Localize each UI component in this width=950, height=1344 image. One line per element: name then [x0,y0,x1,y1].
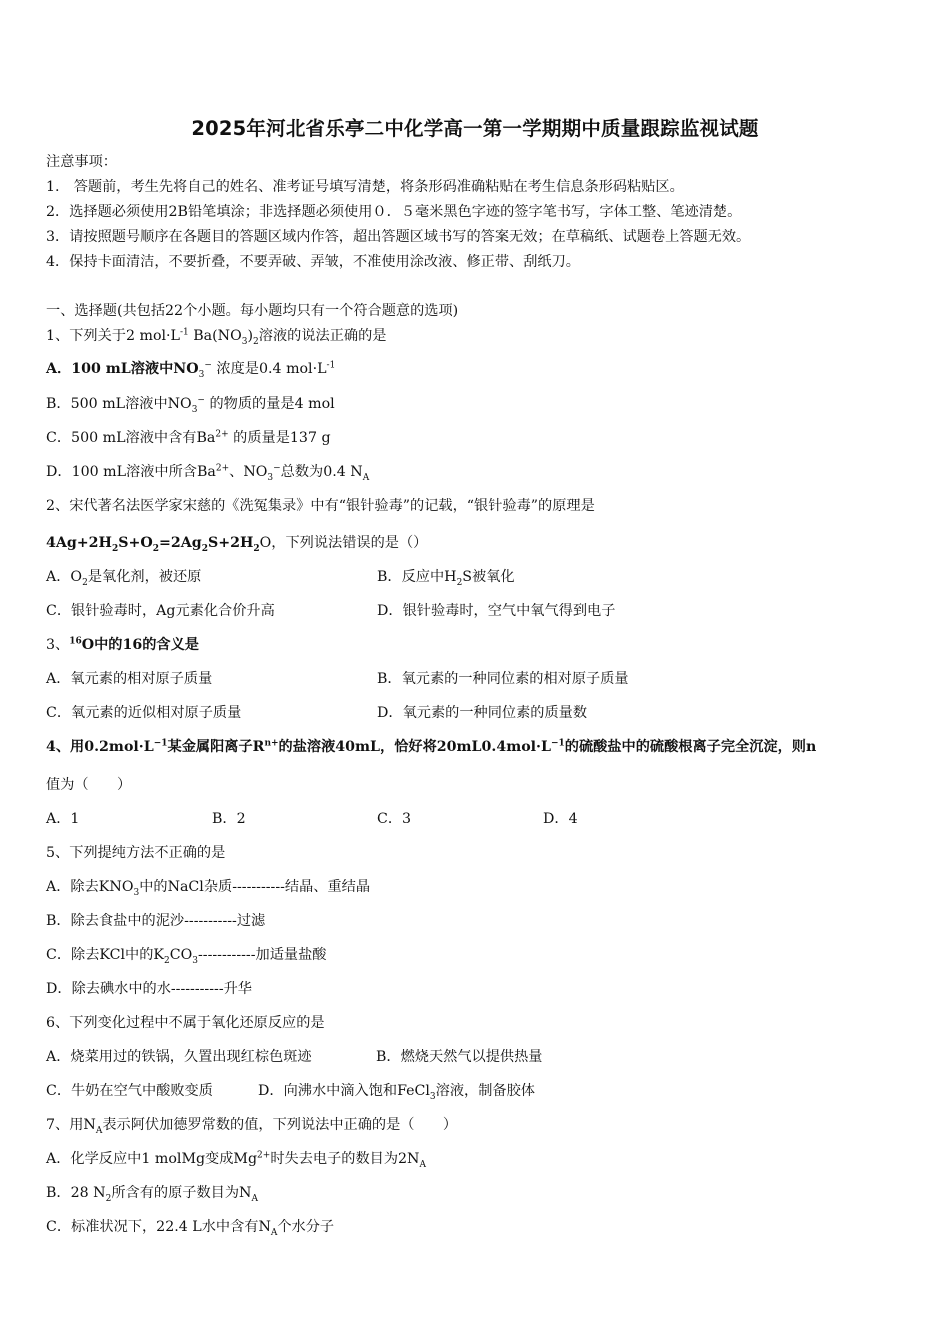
question-4-option-b: B．2 [212,811,246,827]
question-2-stem: 2、宋代著名法医学家宋慈的《洗冤集录》中有“银针验毒”的记载，“银针验毒”的原理是 [46,498,595,514]
question-4-stem-cont: 值为（ ） [46,777,132,793]
question-7-option-a: A．化学反应中1 molMg变成$Mg^{2+}$时失去电子的数目为$2N_A$ [46,1150,426,1170]
question-2-option-a: A．$O_2$是氧化剂，被还原 [46,569,202,588]
question-7-stem: 7、用$N_A$表示阿伏加德罗常数的值，下列说法中正确的是（ ） [46,1117,458,1136]
question-6-option-c: C．牛奶在空气中酸败变质 [46,1083,213,1099]
question-3-option-c: C．氧元素的近似相对原子质量 [46,705,242,721]
question-2-equation: $4Ag+2H_2S+O_2=2Ag_2S+2H_2O$，下列说法错误的是（） [46,535,428,554]
notice-heading: 注意事项： [46,154,117,170]
question-6-option-d: D．向沸水中滴入饱和FeCl$_3$溶液，制备胶体 [258,1083,535,1102]
question-7-option-b: B．28 $N_2$所含有的原子数目为$N_A$ [46,1185,258,1204]
question-3-option-a: A．氧元素的相对原子质量 [46,671,213,687]
question-7-option-c: C．标准状况下，22.4 L水中含有$N_A$个水分子 [46,1219,335,1238]
question-6-option-a: A．烧菜用过的铁锅，久置出现红棕色斑迹 [46,1049,312,1065]
notice-item-2: 2．选择题必须使用2B铅笔填涂；非选择题必须使用０．５毫米黑色字迹的签字笔书写，字体工整、笔迹清楚。 [46,204,742,220]
question-1-option-a: A．100 mL溶液中$NO_3^-$ 浓度是0.4 $mol\cdot L^{-1}$ [46,360,336,380]
question-3-option-d: D．氧元素的一种同位素的质量数 [377,705,588,721]
question-1-option-c: C．500 mL溶液中含有$Ba^{2+}$ 的质量是137 g [46,429,331,446]
question-5-option-c: C．除去KCl中的$K_2CO_3------------$加适量盐酸 [46,947,327,966]
question-2-option-c: C．银针验毒时，Ag元素化合价升高 [46,603,275,619]
question-4-stem: 4、用$0.2mol\cdot L^{-1}$某金属阳离子$R^{n+}$的盐溶液40mL，恰好将$20mL0.4mol\cdot L^{-1}$的硫酸盐中的硫酸根离子完全沉淀，则n [46,738,817,755]
question-4-option-a: A．1 [46,811,80,827]
question-4-option-d: D．4 [543,811,578,827]
question-2-option-b: B．反应中$H_2S$被氧化 [377,569,515,588]
notice-item-1: 1. 答题前，考生先将自己的姓名、准考证号填写清楚，将条形码准确粘贴在考生信息条形码粘贴区。 [46,179,684,195]
question-1-option-d: D．100 mL溶液中所含$Ba^{2+}$、$NO_3^-$总数为0.4 $N_A$ [46,463,370,483]
question-6-stem: 6、下列变化过程中不属于氧化还原反应的是 [46,1015,325,1031]
page-title: 2025年河北省乐亭二中化学高一第一学期期中质量跟踪监视试题 [191,117,759,140]
question-5-option-b: B．除去食盐中的泥沙-----------过滤 [46,913,266,929]
section-heading: 一、选择题(共包括22个小题。每小题均只有一个符合题意的选项) [46,303,459,319]
notice-item-4: 4．保持卡面清洁，不要折叠，不要弄破、弄皱，不准使用涂改液、修正带、刮纸刀。 [46,254,580,270]
question-5-stem: 5、下列提纯方法不正确的是 [46,845,226,861]
question-3-option-b: B．氧元素的一种同位素的相对原子质量 [377,671,629,687]
question-6-option-b: B．燃烧天然气以提供热量 [376,1049,543,1065]
question-5-option-d: D．除去碘水中的水-----------升华 [46,981,252,997]
notice-item-3: 3．请按照题号顺序在各题目的答题区域内作答，超出答题区域书写的答案无效；在草稿纸、试题卷上答题无效。 [46,229,751,245]
question-1-option-b: B．500 mL溶液中$NO_3^-$ 的物质的量是4 mol [46,395,335,415]
question-3-stem: 3、$^{16}$O中的16的含义是 [46,636,199,653]
question-1-stem: 1、下列关于2 $mol\cdot L^{-1}$ $Ba(NO_3)_2$溶液的说法正确的是 [46,327,387,347]
question-5-option-a: A．除去$KNO_3$中的NaCl杂质-----------结晶、重结晶 [46,879,371,898]
question-4-option-c: C．3 [377,811,412,827]
question-2-option-d: D．银针验毒时，空气中氧气得到电子 [377,603,616,619]
